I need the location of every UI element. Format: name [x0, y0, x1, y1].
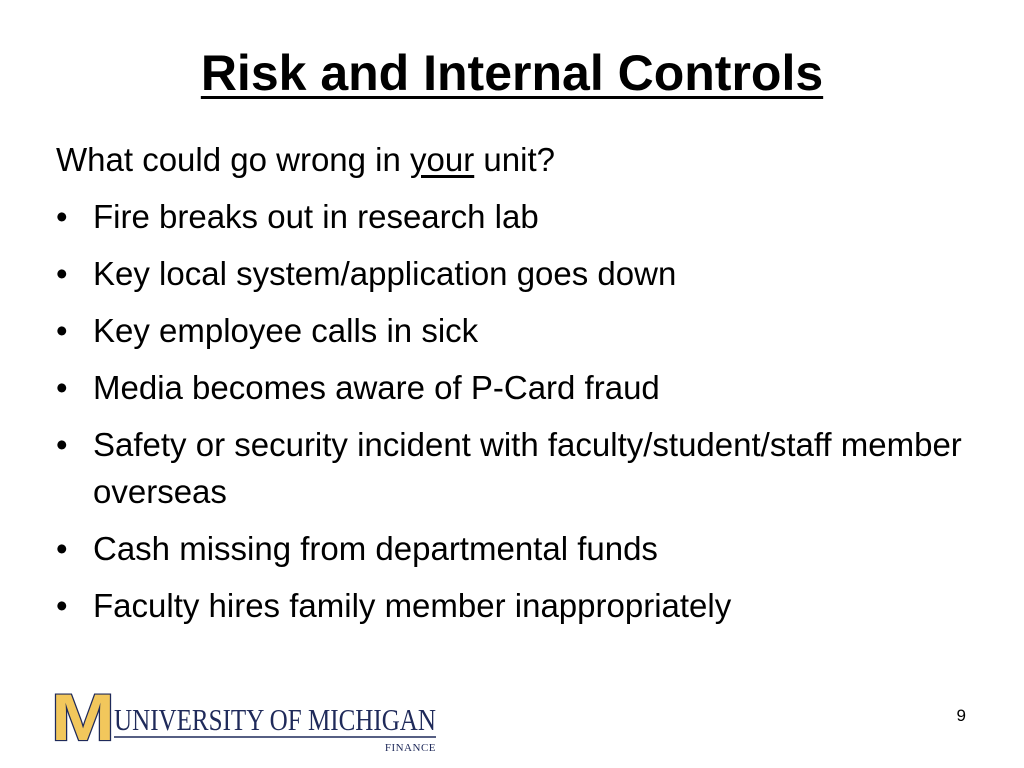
- bullet-icon: •: [56, 426, 68, 463]
- intro-text-after: unit?: [474, 141, 555, 178]
- bullet-icon: •: [56, 587, 68, 624]
- intro-emphasis: your: [410, 141, 475, 178]
- bullet-icon: •: [56, 255, 68, 292]
- bullet-text: Fire breaks out in research lab: [93, 198, 539, 235]
- bullet-text: Cash missing from departmental funds: [93, 530, 658, 567]
- bullet-icon: •: [56, 312, 68, 349]
- bullet-text: Safety or security incident with faculty/student/staff member overseas: [93, 426, 962, 510]
- page-number: 9: [956, 706, 966, 725]
- slide-title-text: Risk and Internal Controls: [200, 45, 824, 101]
- bullet-text: Key employee calls in sick: [93, 312, 479, 349]
- block-m-icon: M: [51, 680, 115, 754]
- bullet-item: [56, 364, 996, 411]
- bullet-text: Key local system/application goes down: [93, 255, 677, 292]
- bullet-item: [56, 193, 996, 240]
- slide-title: [0, 42, 1024, 104]
- bullet-icon: •: [56, 198, 68, 235]
- finance-subtitle: FINANCE: [384, 742, 436, 754]
- bullet-icon: •: [56, 369, 68, 406]
- bullet-item: [56, 525, 996, 572]
- bullet-item: [56, 582, 996, 629]
- bullet-item: [56, 250, 996, 297]
- bullet-text: Faculty hires family member inappropriately: [93, 587, 732, 624]
- university-of-michigan-logo: [50, 680, 450, 756]
- bullet-text: Media becomes aware of P-Card fraud: [93, 369, 660, 406]
- risk-bullet-list: [56, 193, 996, 639]
- intro-question: [56, 138, 555, 182]
- intro-text-before: What could go wrong in: [56, 141, 411, 178]
- university-name: UNIVERSITY OF MICHIGAN: [114, 702, 436, 737]
- bullet-item: [56, 421, 996, 515]
- bullet-icon: •: [56, 530, 68, 567]
- bullet-item: [56, 307, 996, 354]
